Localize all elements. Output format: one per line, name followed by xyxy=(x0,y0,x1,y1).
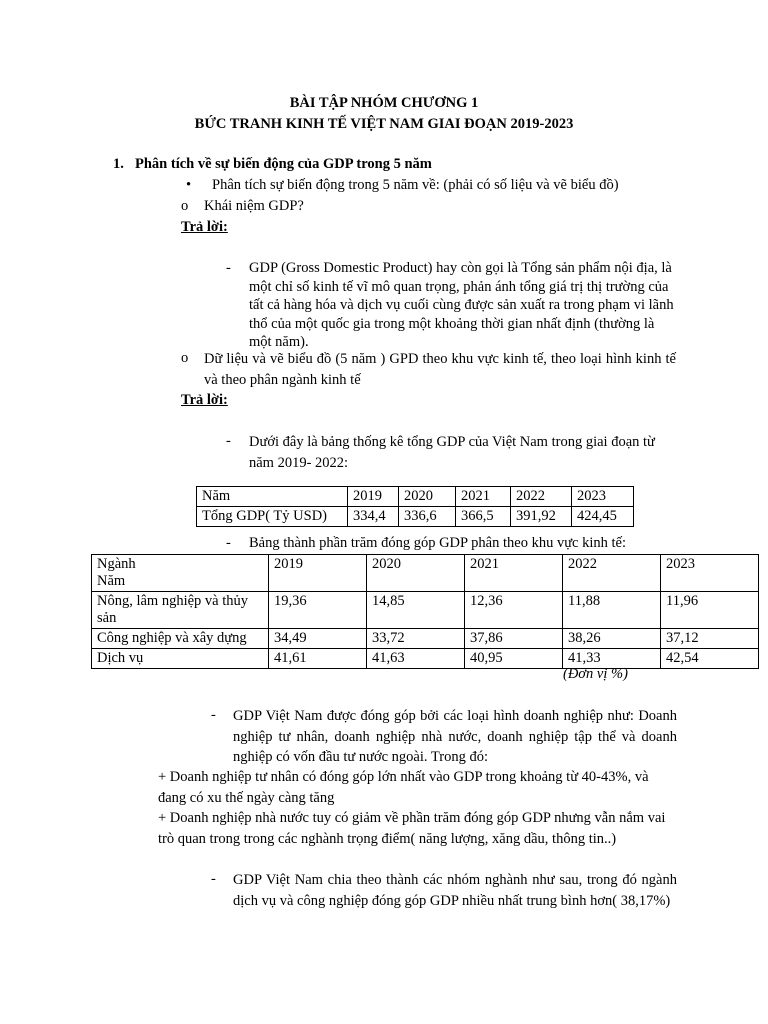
plus-item-state: + Doanh nghiệp nhà nước tuy có giảm về phần trăm đóng góp GDP nhưng vẫn nắm vai trò quan trong trong các nghành trọng điểm( năng lượng, xăng dầu, thông tin..) xyxy=(158,810,666,847)
table-cell: Tổng GDP( Tỷ USD) xyxy=(197,507,348,527)
corner-bottom-label: Năm xyxy=(97,573,126,589)
table-header-cell: 2021 xyxy=(465,555,563,592)
sector-paragraph: GDP Việt Nam chia theo thành các nhóm nghành như sau, trong đó ngành dịch vụ và công nghiệp đóng góp GDP nhiều nhất trung bình hơn( 38,17%) xyxy=(233,872,677,909)
table-cell: 366,5 xyxy=(456,507,511,527)
dash-marker: - xyxy=(226,260,231,276)
table-cell: 2019 xyxy=(348,487,399,507)
circle-marker-icon: o xyxy=(181,198,189,214)
table-row xyxy=(92,592,759,629)
sector-table-caption: Bảng thành phần trăm đóng góp GDP phân theo khu vực kinh tế: xyxy=(249,535,627,551)
table-cell: 336,6 xyxy=(399,507,456,527)
section-heading: Phân tích về sự biến động của GDP trong 5 năm xyxy=(135,156,432,172)
circle-marker-icon: o xyxy=(181,350,189,366)
table-cell: 334,4 xyxy=(348,507,399,527)
table-cell: 12,36 xyxy=(465,592,563,629)
title-line-1: BÀI TẬP NHÓM CHƯƠNG 1 xyxy=(289,95,479,111)
table-row xyxy=(92,649,759,669)
table-cell: 41,33 xyxy=(563,649,661,669)
table-cell: 37,86 xyxy=(465,629,563,649)
table-row-label: Công nghiệp và xây dựng xyxy=(92,629,269,649)
table-cell: 391,92 xyxy=(511,507,572,527)
table-cell: 11,88 xyxy=(563,592,661,629)
bullet-text: Phân tích sự biến động trong 5 năm về: (phải có số liệu và vẽ biểu đồ) xyxy=(212,177,619,193)
table-cell: 14,85 xyxy=(367,592,465,629)
table-header-cell: 2023 xyxy=(661,555,759,592)
table-cell: 38,26 xyxy=(563,629,661,649)
bullet-icon: • xyxy=(186,177,192,193)
table-cell: 2020 xyxy=(399,487,456,507)
dash-marker: - xyxy=(211,707,216,723)
unit-note: (Đơn vị %) xyxy=(563,666,628,682)
table-row xyxy=(197,507,634,527)
table-cell: 37,12 xyxy=(661,629,759,649)
corner-top-label: Ngành xyxy=(97,556,136,572)
question-1: Khái niệm GDP? xyxy=(204,198,304,214)
table-cell: Năm xyxy=(197,487,348,507)
table-row-label: Dịch vụ xyxy=(92,649,269,669)
title-line-2: BỨC TRANH KINH TẾ VIỆT NAM GIAI ĐOẠN 2019-2023 xyxy=(194,116,574,132)
table-cell: 34,49 xyxy=(269,629,367,649)
dash-marker: - xyxy=(211,871,216,887)
table-cell: 11,96 xyxy=(661,592,759,629)
table-cell: 2022 xyxy=(511,487,572,507)
answer-1-text: GDP (Gross Domestic Product) hay còn gọi là Tổng sản phẩm nội địa, là một chỉ số kinh tế vĩ mô quan trọng, phản ánh tổng giá trị thị trường của tất cả hàng hóa và dịch vụ cuối cùng được sản xuất ra trong phạm vi lãnh thổ của một quốc gia trong một khoảng thời gian nhất định (thường là một năm). xyxy=(249,260,674,350)
table-cell: 33,72 xyxy=(367,629,465,649)
enterprise-paragraph: GDP Việt Nam được đóng góp bởi các loại hình doanh nghiệp như: Doanh nghiệp tư nhân, doanh nghiệp nhà nước, doanh nghiệp tập thể và doanh nghiệp có vốn đầu tư nước ngoài. Trong đó: xyxy=(233,708,677,765)
table-header-cell: 2020 xyxy=(367,555,465,592)
dash-marker: - xyxy=(226,433,231,449)
table-cell: 2023 xyxy=(572,487,634,507)
table-header-cell: 2022 xyxy=(563,555,661,592)
table-row xyxy=(92,629,759,649)
table-header-cell: 2019 xyxy=(269,555,367,592)
answer-label-1: Trả lời: xyxy=(181,219,228,235)
gdp-table xyxy=(196,486,634,527)
section-number: 1. xyxy=(113,156,124,172)
dash-marker: - xyxy=(226,535,231,551)
table-cell: 40,95 xyxy=(465,649,563,669)
question-2: Dữ liệu và vẽ biểu đồ (5 năm ) GPD theo khu vực kinh tế, theo loại hình kinh tế và theo phân ngành kinh tế xyxy=(204,351,676,388)
table-cell: 2021 xyxy=(456,487,511,507)
table-row-label: Nông, lâm nghiệp và thủy sản xyxy=(92,592,269,629)
table-cell: 42,54 xyxy=(661,649,759,669)
table-cell: 424,45 xyxy=(572,507,634,527)
answer-2-text: Dưới đây là bảng thống kê tổng GDP của Việt Nam trong giai đoạn từ năm 2019- 2022: xyxy=(249,434,655,471)
plus-item-private: + Doanh nghiệp tư nhân có đóng góp lớn nhất vào GDP trong khoảng từ 40-43%, và đang có xu thế ngày càng tăng xyxy=(158,769,649,806)
table-corner-cell xyxy=(92,555,269,592)
table-cell: 41,63 xyxy=(367,649,465,669)
table-row xyxy=(92,555,759,592)
table-row xyxy=(197,487,634,507)
table-cell: 41,61 xyxy=(269,649,367,669)
table-cell: 19,36 xyxy=(269,592,367,629)
sector-table xyxy=(91,554,759,669)
answer-label-2: Trả lời: xyxy=(181,392,228,408)
